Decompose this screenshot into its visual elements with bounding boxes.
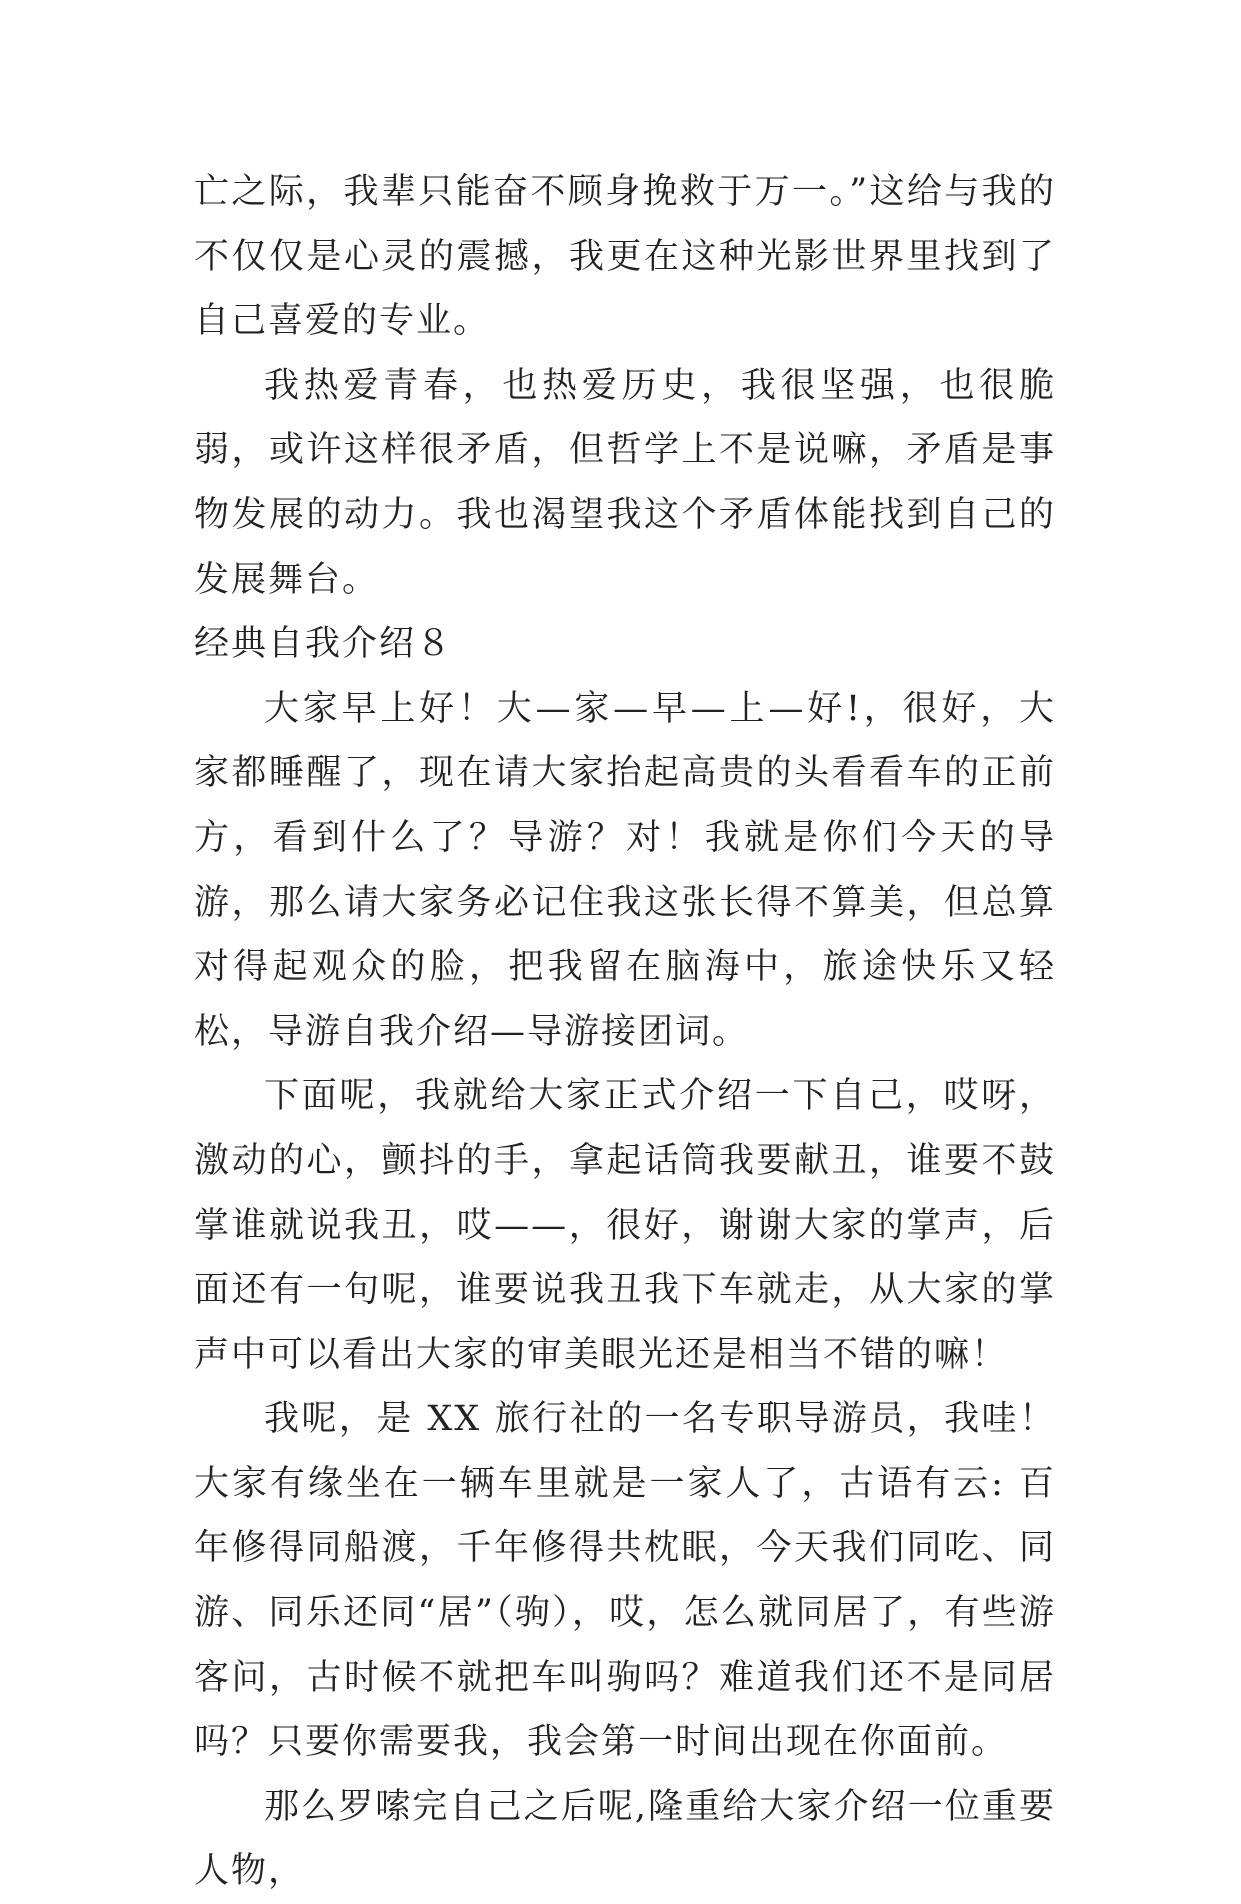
paragraph-2: 我热爱青春，也热爱历史，我很坚强，也很脆弱，或许这样很矛盾，但哲学上不是说嘛，矛盾是事物发展的动力。我也渴望我这个矛盾体能找到自己的发展舞台。 — [194, 365, 1056, 600]
paragraph-6: 那么罗嗦完自己之后呢,隆重给大家介绍一位重要人物， — [194, 1786, 1056, 1892]
paragraph-5: 我呢，是 XX 旅行社的一名专职导游员，我哇！大家有缘坐在一辆车里就是一家人了，古语有云: 百年修得同船渡，千年修得共枕眠，今天我们同吃、同游、同乐还同“居”（驹），哎，怎么就同居了，有些游客问，古时候不就把车叫驹吗？难道我们还不是同居吗？只要你需要我，我会第一时间出现在你面前。 — [194, 1399, 1056, 1763]
paragraph-4: 下面呢，我就给大家正式介绍一下自己，哎呀，激动的心，颤抖的手，拿起话筒我要献丑，谁要不鼓掌谁就说我丑，哎——，很好，谢谢大家的掌声，后面还有一句呢，谁要说我丑我下车就走，从大家的掌声中可以看出大家的审美眼光还是相当不错的嘛！ — [194, 1076, 1056, 1375]
paragraph-1: 亡之际，我辈只能奋不顾身挽救于万一。”这给与我的不仅仅是心灵的震撼，我更在这种光影世界里找到了自己喜爱的专业。 — [194, 172, 1056, 342]
document-body — [194, 160, 1056, 1904]
section-heading: 经典自我介绍８ — [194, 624, 454, 665]
paragraph-3: 大家早上好！大—家—早—上—好!，很好，大家都睡醒了，现在请大家抬起高贵的头看看车的正前方，看到什么了？导游？对！我就是你们今天的导游，那么请大家务必记住我这张长得不算美，但总算对得起观众的脸，把我留在脑海中，旅途快乐又轻松，导游自我介绍—导游接团词。 — [194, 688, 1056, 1052]
